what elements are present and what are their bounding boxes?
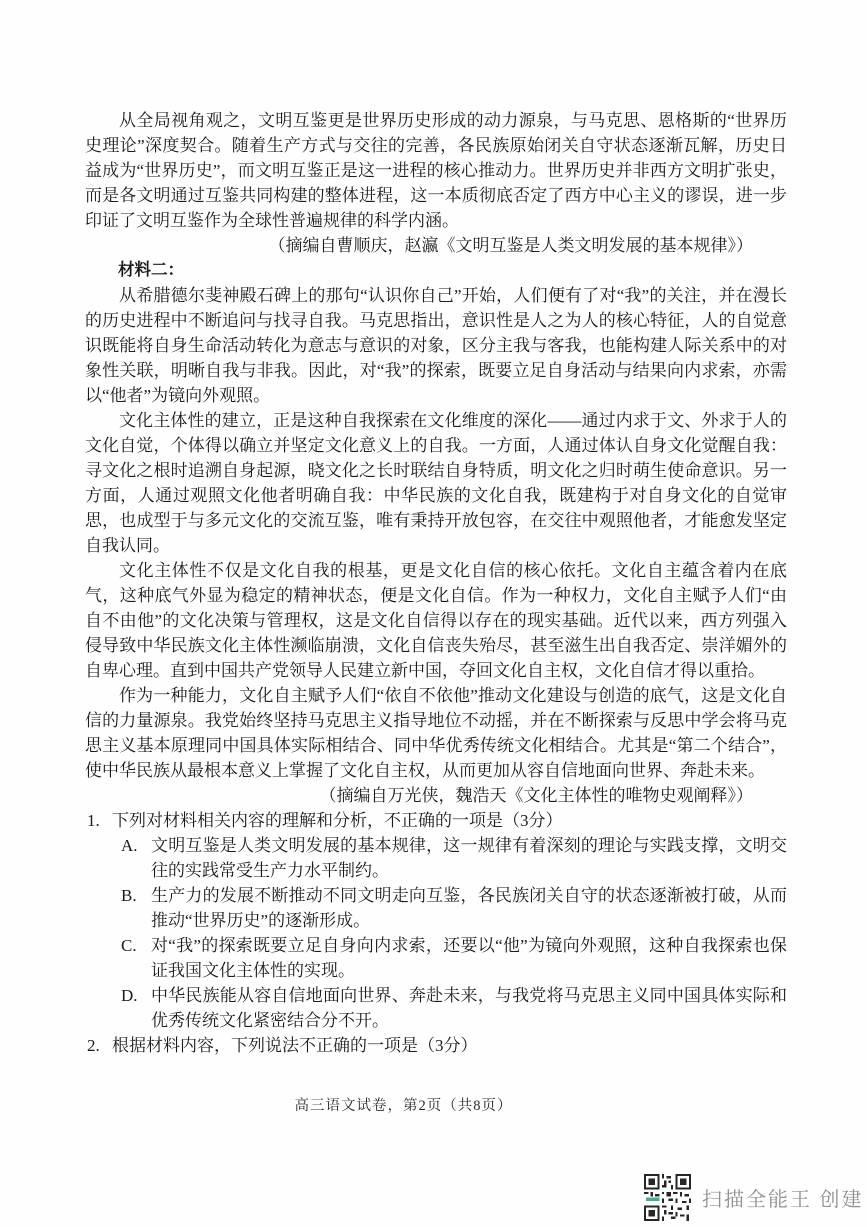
question-1-text: 下列对材料相关内容的理解和分析，不正确的一项是（3分） (112, 811, 563, 830)
document-body (85, 108, 787, 1058)
question-1 (85, 808, 787, 1033)
material-two-heading: 材料二： (118, 261, 184, 279)
material-one-attribution: （摘编自曹顺庆，赵瀛《文明互鉴是人类文明发展的基本规律》） (268, 236, 753, 255)
option-c-text: 对“我”的探索既要立足自身向内求索，还要以“他”为镜向外观照，这种自我探索也保证我国文化主体性的实现。 (151, 936, 787, 980)
material-two-paragraph-3: 文化主体性不仅是文化自我的根基，更是文化自信的核心依托。文化自主蕴含着内在底气，这种底气外显为稳定的精神状态，便是文化自信。作为一种权力，文化自主赋予人们“由自不由他”的文化决策与管理权，这是文化自信得以存在的现实基础。近代以来，西方列强入侵导致中华民族文化主体性濒临崩溃，文化自信丧失殆尽，甚至滋生出自我否定、崇洋媚外的自卑心理。直到中国共产党领导人民建立新中国，夺回文化自主权，文化自信才得以重拾。 (85, 561, 787, 680)
question-1-option-d (121, 983, 787, 1033)
option-d-text: 中华民族能从容自信地面向世界、奔赴未来，与我党将马克思主义同中国具体实际和优秀传统文化紧密结合分不开。 (151, 986, 787, 1030)
material-two-paragraph-1: 从希腊德尔斐神殿石碑上的那句“认识你自己”开始，人们便有了对“我”的关注，并在漫长的历史进程中不断追问与找寻自我。马克思指出，意识性是人之为人的核心特征，人的自觉意识既能将自身生命活动转化为意志与意识的对象，区分主我与客我，也能构建人际关系中的对象性关联，明晰自我与非我。因此，对“我”的探索，既要立足自身活动与结果向内求索，亦需以“他者”为镜向外观照。 (85, 286, 787, 405)
option-b-label: B. (121, 886, 137, 905)
question-1-option-b (121, 883, 787, 933)
question-2-number: 2. (87, 1036, 100, 1055)
option-c-label: C. (121, 936, 137, 955)
question-1-option-c (121, 933, 787, 983)
question-2 (85, 1033, 787, 1058)
material-two-paragraph-2: 文化主体性的建立，正是这种自我探索在文化维度的深化——通过内求于文、外求于人的文化自觉，个体得以确立并坚定文化意义上的自我。一方面，人通过体认自身文化觉醒自我：寻文化之根时追溯自身起源，晓文化之长时联结自身特质，明文化之归时萌生使命意识。另一方面，人通过观照文化他者明确自我：中华民族的文化自我，既建构于对自身文化的自觉审思，也成型于与多元文化的交流互鉴，唯有秉持开放包容，在交往中观照他者，才能愈发坚定自我认同。 (85, 411, 787, 555)
page-footer: 高三语文试卷，第2页（共8页） (294, 1098, 513, 1114)
option-d-label: D. (121, 986, 138, 1005)
option-a-text: 文明互鉴是人类文明发展的基本规律，这一规律有着深刻的理论与实践支撑，文明交往的实践常受生产力水平制约。 (151, 836, 787, 880)
qr-code-icon (644, 1174, 691, 1221)
question-2-text: 根据材料内容，下列说法不正确的一项是（3分） (112, 1036, 478, 1055)
question-1-option-a (121, 833, 787, 883)
question-1-stem (85, 808, 787, 833)
question-1-number: 1. (87, 811, 100, 830)
material-one-paragraph: 从全局视角观之，文明互鉴更是世界历史形成的动力源泉，与马克思、恩格斯的“世界历史理论”深度契合。随着生产方式与交往的完善，各民族原始闭关自守状态逐渐瓦解，历史日益成为“世界历史”，而文明互鉴正是这一进程的核心推动力。世界历史并非西方文明扩张史，而是各文明通过互鉴共同构建的整体进程，这一本质彻底否定了西方中心主义的谬误，进一步印证了文明互鉴作为全球性普遍规律的科学内涵。 (85, 111, 787, 230)
scanner-watermark (644, 1174, 864, 1221)
option-a-label: A. (121, 836, 138, 855)
scanner-watermark-label: 扫描全能王 创建 (702, 1189, 864, 1211)
option-b-text: 生产力的发展不断推动不同文明走向互鉴，各民族闭关自守的状态逐渐被打破，从而推动“世界历史”的逐渐形成。 (151, 886, 787, 930)
material-two-paragraph-4: 作为一种能力，文化自主赋予人们“依自不依他”推动文化建设与创造的底气，这是文化自信的力量源泉。我党始终坚持马克思主义指导地位不动摇，并在不断探索与反思中学会将马克思主义基本原理同中国具体实际相结合、同中华优秀传统文化相结合。尤其是“第二个结合”，使中华民族从最根本意义上掌握了文化自主权，从而更加从容自信地面向世界、奔赴未来。 (85, 686, 787, 780)
question-2-stem (85, 1033, 787, 1058)
material-two-attribution: （摘编自万光侠，魏浩天《文化主体性的唯物史观阐释》） (319, 786, 753, 805)
